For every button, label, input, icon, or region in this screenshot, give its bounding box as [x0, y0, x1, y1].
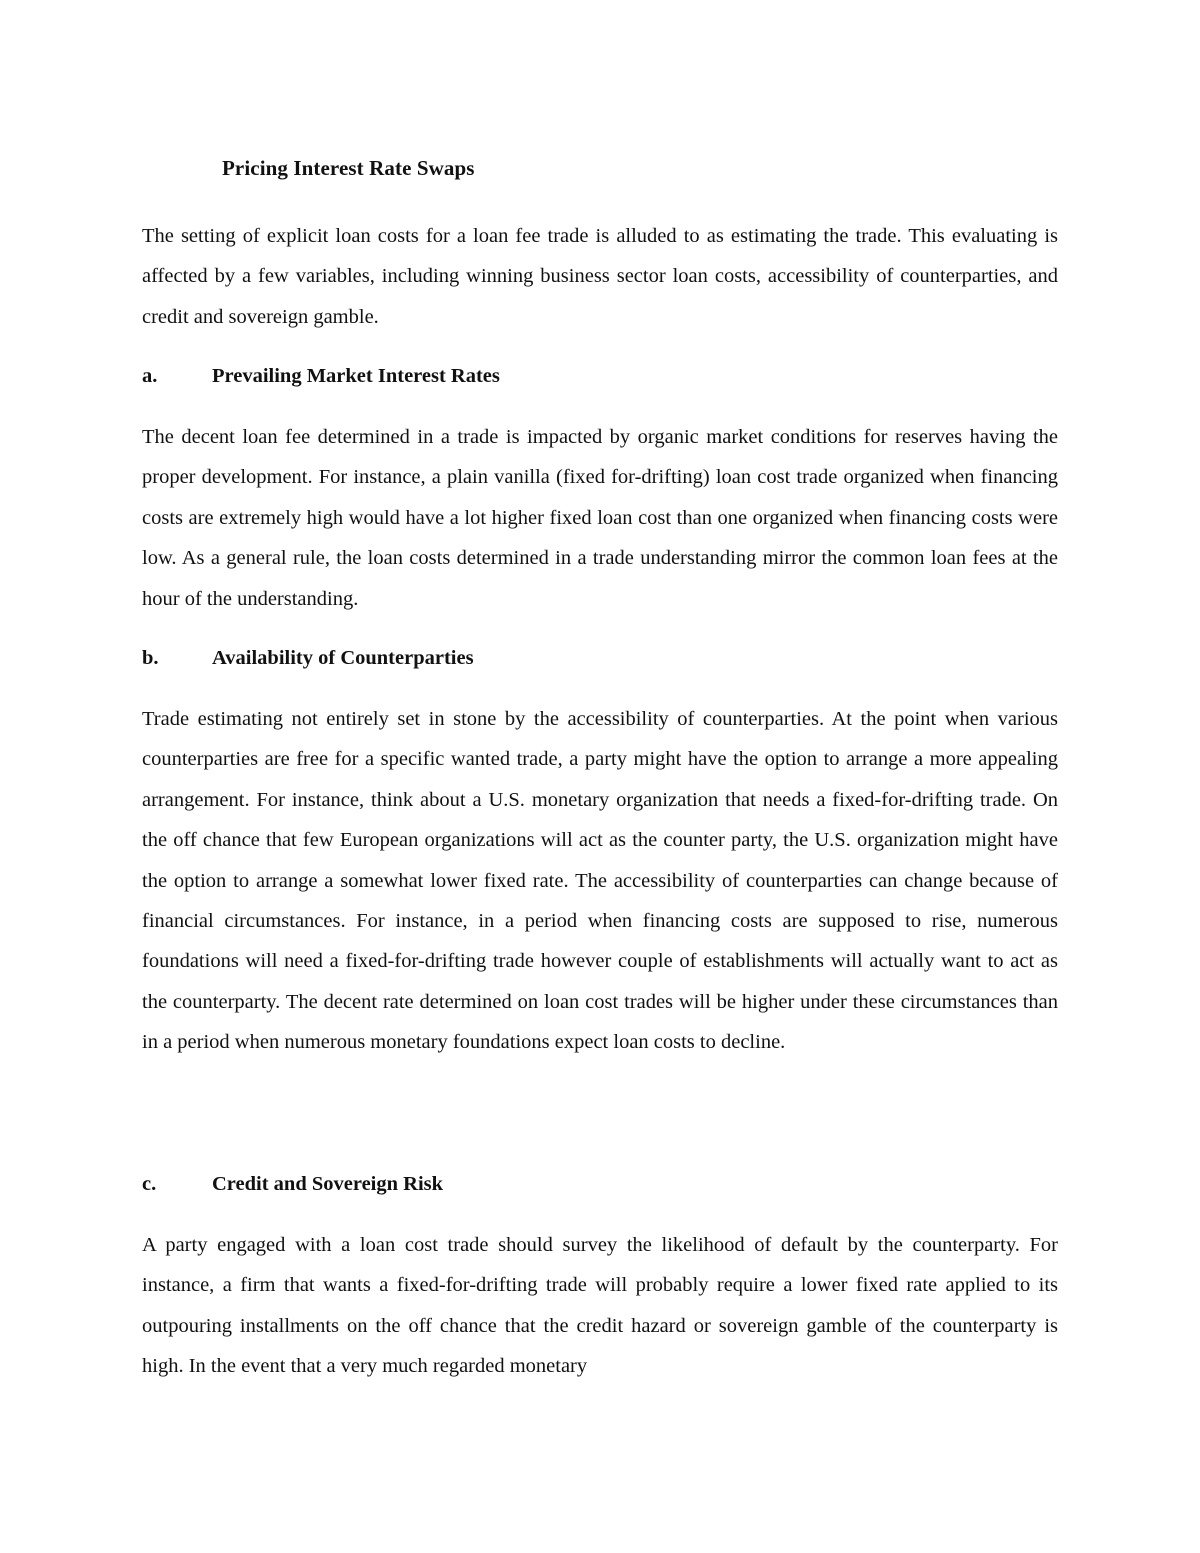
page-title: Pricing Interest Rate Swaps — [222, 156, 475, 180]
section-heading-text-c: Credit and Sovereign Risk — [212, 1173, 444, 1195]
section-body-a: The decent loan fee determined in a trade is impacted by organic market conditions for reserves having the proper development. For instance, a plain vanilla (fixed for-drifting) loan cost trade organized when financing costs are extremely high would have a lot higher fixed loan cost than one organized when financing costs were low. As a general rule, the loan costs determined in a trade understanding mirror the common loan fees at the hour of the understanding. — [142, 426, 1058, 610]
section-heading-c — [142, 1169, 443, 1199]
intro-paragraph: The setting of explicit loan costs for a loan fee trade is alluded to as estimating the trade. This evaluating is affected by a few variables, including winning business sector loan costs, accessibility of counterparties, and credit and sovereign gamble. — [142, 225, 1058, 328]
section-marker-b: b. — [142, 647, 159, 669]
section-body-c: A party engaged with a loan cost trade should survey the likelihood of default by the counterparty. For instance, a firm that wants a fixed-for-drifting trade will probably require a lower fixed rate applied to its outpouring installments on the off chance that the credit hazard or sovereign gamble of the counterparty is high. In the event that a very much regarded monetary — [142, 1234, 1058, 1378]
section-body-b: Trade estimating not entirely set in stone by the accessibility of counterparties. At the point when various counterparties are free for a specific wanted trade, a party might have the option to arrange a more appealing arrangement. For instance, think about a U.S. monetary organization that needs a fixed-for-drifting trade. On the off chance that few European organizations will act as the counter party, the U.S. organization might have the option to arrange a somewhat lower fixed rate. The accessibility of counterparties can change because of financial circumstances. For instance, in a period when financing costs are supposed to rise, numerous foundations will need a fixed-for-drifting trade however couple of establishments will actually want to act as the counterparty. The decent rate determined on loan cost trades will be higher under these circumstances than in a period when numerous monetary foundations expect loan costs to decline. — [142, 708, 1058, 1054]
section-heading-a — [142, 361, 500, 391]
section-marker-a: a. — [142, 365, 158, 387]
section-heading-text-b: Availability of Counterparties — [212, 647, 474, 669]
section-heading-b — [142, 643, 474, 673]
section-marker-c: c. — [142, 1173, 157, 1195]
section-heading-text-a: Prevailing Market Interest Rates — [212, 365, 500, 387]
